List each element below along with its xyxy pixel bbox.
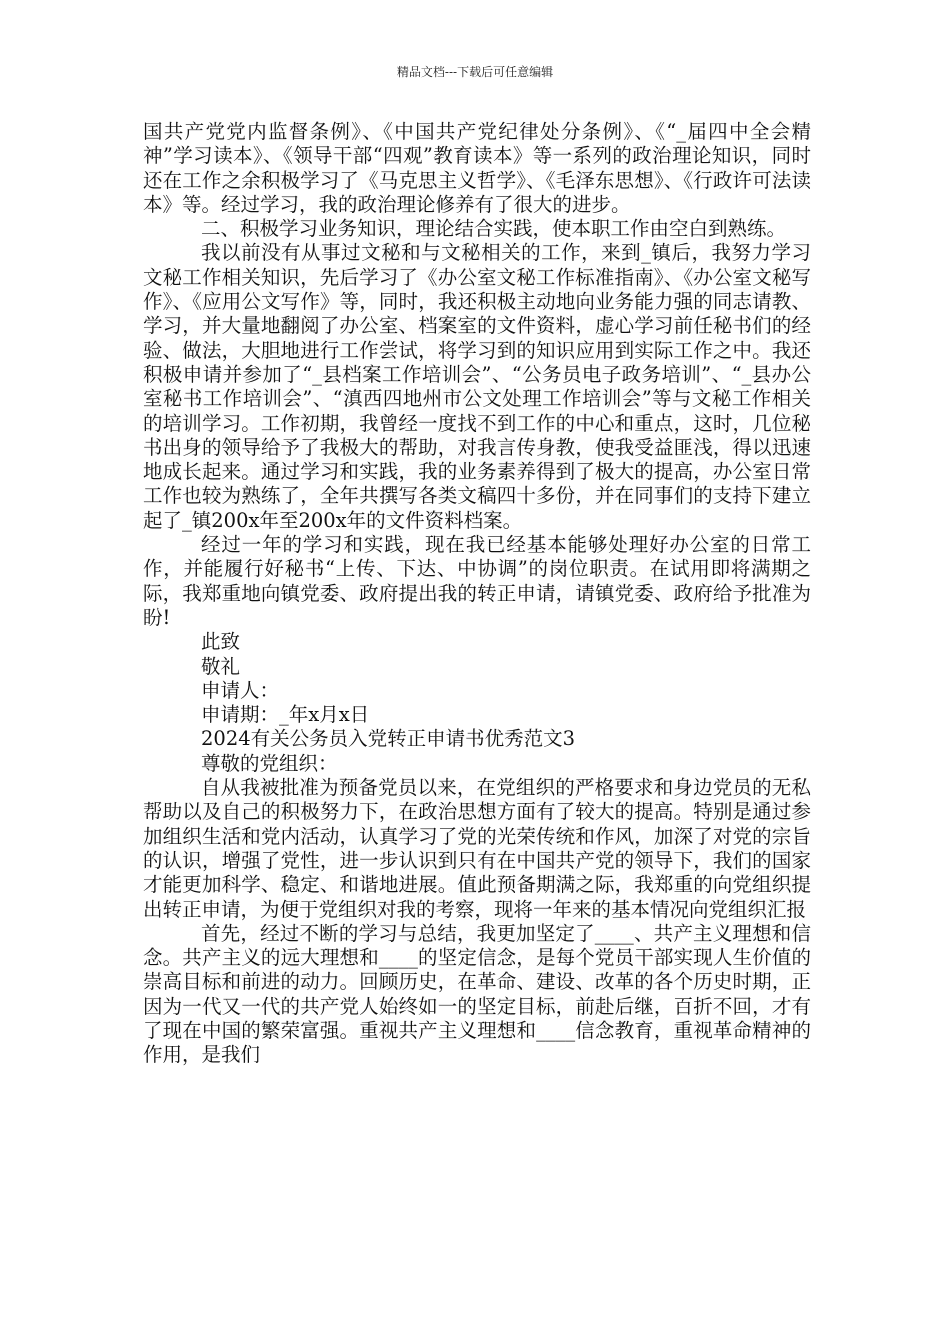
paragraph-probation-summary: 自从我被批准为预备党员以来，在党组织的严格要求和身边党员的无私帮助以及自己的积极努力下，在政治思想方面有了较大的提高。特别是通过参加组织生活和党内活动，认真学习了党的光荣传统和作风，加深了对党的宗旨的认识，增强了党性，进一步认识到只有在中国共产党的领导下，我们的国家才能更加科学、稳定、和谐地进展。值此预备期满之际，我郑重的向党组织提出转正申请，为便于党组织对我的考察，现将一年来的基本情况向党组织汇报 xyxy=(143,776,811,921)
applicant-line: 申请人： xyxy=(201,678,280,702)
document-body xyxy=(143,120,811,1068)
paragraph-ideals-and-beliefs: 首先，经过不断的学习与总结，我更加坚定了____、共产主义理想和信念。共产主义的远大理想和____的坚定信念，是每个党员干部实现人生价值的崇高目标和前进的动力。回顾历史，在革命、建设、改革的各个历史时期，正因为一代又一代的共产党人始终如一的坚定目标，前赴后继，百折不回，才有了现在中国的繁荣富强。重视共产主义理想和____信念教育，重视革命精神的作用，是我们 xyxy=(143,921,811,1067)
page-header: 精品文档---下载后可任意编辑 xyxy=(396,65,554,79)
paragraph-secretarial-work: 我以前没有从事过文秘和与文秘相关的工作，来到_镇后，我努力学习文秘工作相关知识，先后学习了《办公室文秘工作标准指南》、《办公室文秘写作》、《应用公文写作》等，同时，我还积极主动地向业务能力强的同志请教、学习，并大量地翻阅了办公室、档案室的文件资料，虚心学习前任秘书们的经验、做法，大胆地进行工作尝试，将学习到的知识应用到实际工作之中。我还积极申请并参加了“_县档案工作培训会”、“公务员电子政务培训”、“_县办公室秘书工作培训会”、“滇西四地州市公文处理工作培训会”等与文秘工作相关的培训学习。工作初期，我曾经一度找不到工作的中心和重点，这时，几位秘书出身的领导给予了我极大的帮助，对我言传身教，使我受益匪浅，得以迅速地成长起来。通过学习和实践，我的业务素养得到了极大的提高，办公室日常工作也较为熟练了，全年共撰写各类文稿四十多份，并在同事们的支持下建立起了_镇200x年至200x年的文件资料档案。 xyxy=(143,241,811,532)
greeting-line: 尊敬的党组织： xyxy=(201,751,338,775)
application-date-line: 申请期：_年x月x日 xyxy=(201,703,370,727)
paragraph-supervision-regulations: 国共产党党内监督条例》、《中国共产党纪律处分条例》、《“_届四中全会精神”学习读本》、《领导干部“四观”教育读本》等一系列的政治理论知识，同时还在工作之余积极学习了《马克思主义哲学》、《毛泽东思想》、《行政许可法读本》等。经过学习，我的政治理论修养有了很大的进步。 xyxy=(143,120,811,216)
sample-essay-title: 2024有关公务员入党转正申请书优秀范文3 xyxy=(201,727,576,751)
closing-salutation: 此致 xyxy=(201,630,241,654)
paragraph-section-two-heading: 二、积极学习业务知识，理论结合实践，使本职工作由空白到熟练。 xyxy=(201,217,787,241)
paragraph-application-request: 经过一年的学习和实践，现在我已经基本能够处理好办公室的日常工作，并能履行好秘书“上传、下达、中协调”的岗位职责。在试用即将满期之际，我郑重地向镇党委、政府提出我的转正申请，请镇党委、政府给予批准为盼! xyxy=(143,533,811,629)
closing-regards: 敬礼 xyxy=(201,654,241,678)
